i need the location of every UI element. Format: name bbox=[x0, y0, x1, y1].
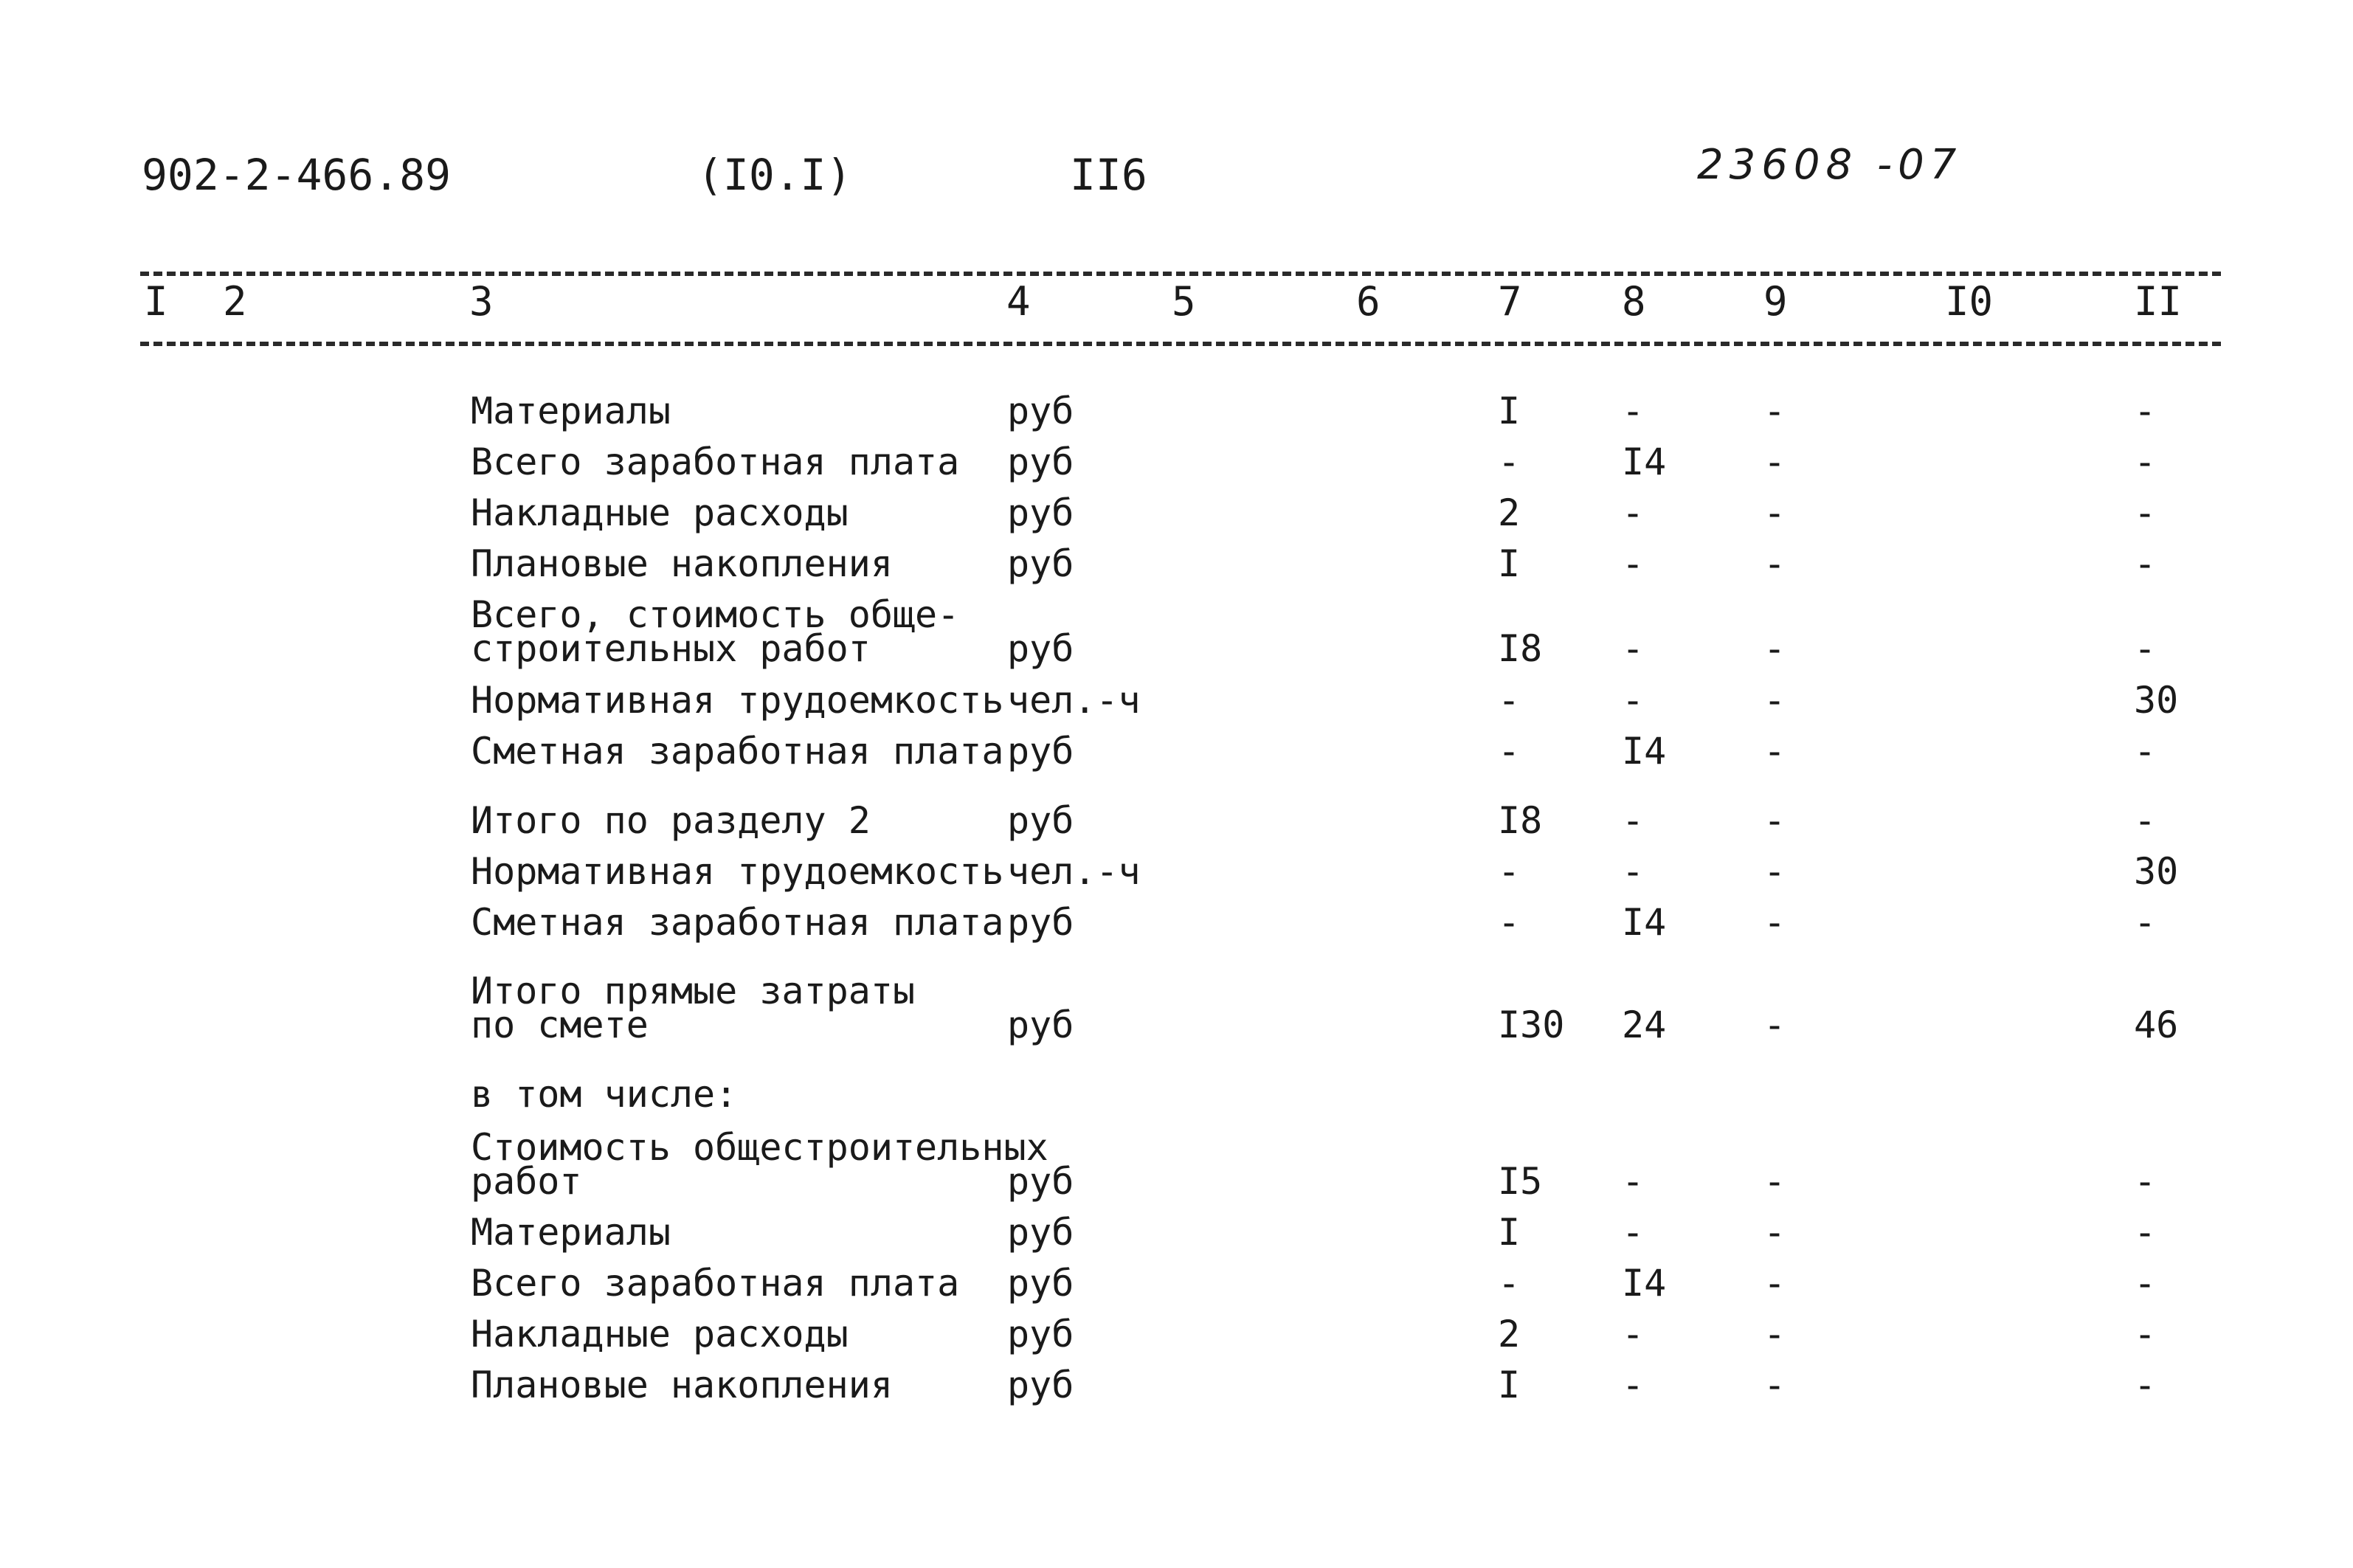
value-col-7: - bbox=[1498, 1262, 1521, 1305]
page-number: II6 bbox=[1070, 150, 1147, 200]
document-code: 902-2-466.89 bbox=[142, 150, 452, 200]
value-col-7: I bbox=[1498, 390, 1521, 432]
value-col-7: I8 bbox=[1498, 627, 1543, 670]
row-unit: руб bbox=[1007, 542, 1074, 585]
value-col-9: - bbox=[1763, 542, 1786, 585]
value-col-8: 24 bbox=[1622, 1004, 1667, 1046]
row-unit: руб bbox=[1007, 1364, 1074, 1406]
row-label: Сметная заработная плата bbox=[471, 730, 1004, 773]
value-col-8: - bbox=[1622, 799, 1645, 842]
row-label: Плановые накопления bbox=[471, 1364, 893, 1406]
value-col-11: - bbox=[2134, 491, 2157, 534]
row-unit: руб bbox=[1007, 390, 1074, 432]
column-number: 2 bbox=[223, 278, 247, 325]
value-col-7: - bbox=[1498, 901, 1521, 944]
value-col-8: I4 bbox=[1622, 901, 1667, 944]
value-col-8: - bbox=[1622, 1313, 1645, 1355]
value-col-11: 46 bbox=[2134, 1004, 2179, 1046]
value-col-9: - bbox=[1763, 1313, 1786, 1355]
value-col-11: - bbox=[2134, 441, 2157, 483]
row-label: Сметная заработная плата bbox=[471, 901, 1004, 944]
column-number: 4 bbox=[1006, 278, 1031, 325]
row-label: Накладные расходы bbox=[471, 491, 849, 534]
table-top-rule bbox=[140, 272, 2221, 276]
value-col-8: - bbox=[1622, 627, 1645, 670]
row-unit: руб bbox=[1007, 1313, 1074, 1355]
row-unit: руб bbox=[1007, 1262, 1074, 1305]
value-col-8: - bbox=[1622, 679, 1645, 722]
row-label: Всего заработная плата bbox=[471, 441, 960, 483]
value-col-7: I bbox=[1498, 1364, 1521, 1406]
value-col-11: - bbox=[2134, 1364, 2157, 1406]
value-col-11: - bbox=[2134, 542, 2157, 585]
row-label: Итого по разделу 2 bbox=[471, 799, 871, 842]
value-col-7: - bbox=[1498, 850, 1521, 893]
value-col-9: - bbox=[1763, 1262, 1786, 1305]
value-col-7: - bbox=[1498, 679, 1521, 722]
row-unit: руб bbox=[1007, 491, 1074, 534]
value-col-7: 2 bbox=[1498, 1313, 1521, 1355]
row-unit: чел.-ч bbox=[1007, 850, 1141, 893]
value-col-7: I5 bbox=[1498, 1160, 1543, 1203]
value-col-9: - bbox=[1763, 390, 1786, 432]
value-col-11: - bbox=[2134, 1211, 2157, 1254]
row-label: Нормативная трудоемкость bbox=[471, 850, 1004, 893]
value-col-11: - bbox=[2134, 627, 2157, 670]
table-header-rule bbox=[140, 342, 2221, 346]
value-col-7: I bbox=[1498, 542, 1521, 585]
value-col-9: - bbox=[1763, 1160, 1786, 1203]
row-unit: руб bbox=[1007, 1211, 1074, 1254]
value-col-9: - bbox=[1763, 799, 1786, 842]
row-unit: руб bbox=[1007, 1160, 1074, 1203]
value-col-11: - bbox=[2134, 390, 2157, 432]
row-label-line1: Итого прямые затраты bbox=[471, 970, 916, 1012]
value-col-11: - bbox=[2134, 1160, 2157, 1203]
row-unit: руб bbox=[1007, 441, 1074, 483]
column-number: I bbox=[144, 278, 168, 325]
column-number: 8 bbox=[1622, 278, 1646, 325]
column-number: 6 bbox=[1356, 278, 1381, 325]
row-unit: руб bbox=[1007, 627, 1074, 670]
row-unit: руб bbox=[1007, 901, 1074, 944]
value-col-9: - bbox=[1763, 1004, 1786, 1046]
value-col-8: - bbox=[1622, 1211, 1645, 1254]
section-number: (I0.I) bbox=[697, 150, 852, 200]
value-col-9: - bbox=[1763, 730, 1786, 773]
row-label: Накладные расходы bbox=[471, 1313, 849, 1355]
value-col-8: - bbox=[1622, 1364, 1645, 1406]
value-col-8: I4 bbox=[1622, 730, 1667, 773]
column-number: 9 bbox=[1763, 278, 1788, 325]
value-col-7: - bbox=[1498, 730, 1521, 773]
row-unit: чел.-ч bbox=[1007, 679, 1141, 722]
column-number: II bbox=[2134, 278, 2183, 325]
value-col-9: - bbox=[1763, 679, 1786, 722]
value-col-9: - bbox=[1763, 491, 1786, 534]
row-label-line1: Всего, стоимость обще- bbox=[471, 593, 960, 636]
value-col-7: I8 bbox=[1498, 799, 1543, 842]
row-label: по смете bbox=[471, 1004, 649, 1046]
value-col-11: - bbox=[2134, 799, 2157, 842]
value-col-11: 30 bbox=[2134, 850, 2179, 893]
value-col-9: - bbox=[1763, 1211, 1786, 1254]
value-col-9: - bbox=[1763, 441, 1786, 483]
inventory-stamp: 23608 -07 bbox=[1697, 141, 1963, 189]
value-col-8: - bbox=[1622, 390, 1645, 432]
row-label: Материалы bbox=[471, 390, 671, 432]
value-col-9: - bbox=[1763, 627, 1786, 670]
value-col-11: - bbox=[2134, 1262, 2157, 1305]
row-label: Плановые накопления bbox=[471, 542, 893, 585]
value-col-9: - bbox=[1763, 1364, 1786, 1406]
row-label: Материалы bbox=[471, 1211, 671, 1254]
value-col-8: - bbox=[1622, 491, 1645, 534]
row-unit: руб bbox=[1007, 1004, 1074, 1046]
row-label: работ bbox=[471, 1160, 582, 1203]
value-col-7: I bbox=[1498, 1211, 1521, 1254]
value-col-8: - bbox=[1622, 1160, 1645, 1203]
value-col-9: - bbox=[1763, 850, 1786, 893]
column-number: 3 bbox=[469, 278, 494, 325]
row-unit: руб bbox=[1007, 799, 1074, 842]
value-col-11: - bbox=[2134, 1313, 2157, 1355]
column-number: 7 bbox=[1498, 278, 1522, 325]
row-label-line1: Стоимость общестроительных bbox=[471, 1126, 1048, 1169]
row-label: строительных работ bbox=[471, 627, 871, 670]
row-label: Всего заработная плата bbox=[471, 1262, 960, 1305]
column-number: I0 bbox=[1945, 278, 1994, 325]
row-label: Нормативная трудоемкость bbox=[471, 679, 1004, 722]
value-col-8: - bbox=[1622, 542, 1645, 585]
value-col-7: 2 bbox=[1498, 491, 1521, 534]
value-col-9: - bbox=[1763, 901, 1786, 944]
value-col-7: - bbox=[1498, 441, 1521, 483]
value-col-11: - bbox=[2134, 730, 2157, 773]
value-col-8: I4 bbox=[1622, 441, 1667, 483]
value-col-8: - bbox=[1622, 850, 1645, 893]
column-number: 5 bbox=[1172, 278, 1196, 325]
value-col-11: - bbox=[2134, 901, 2157, 944]
value-col-8: I4 bbox=[1622, 1262, 1667, 1305]
value-col-7: I30 bbox=[1498, 1004, 1565, 1046]
row-label: в том числе: bbox=[471, 1073, 738, 1116]
row-unit: руб bbox=[1007, 730, 1074, 773]
value-col-11: 30 bbox=[2134, 679, 2179, 722]
